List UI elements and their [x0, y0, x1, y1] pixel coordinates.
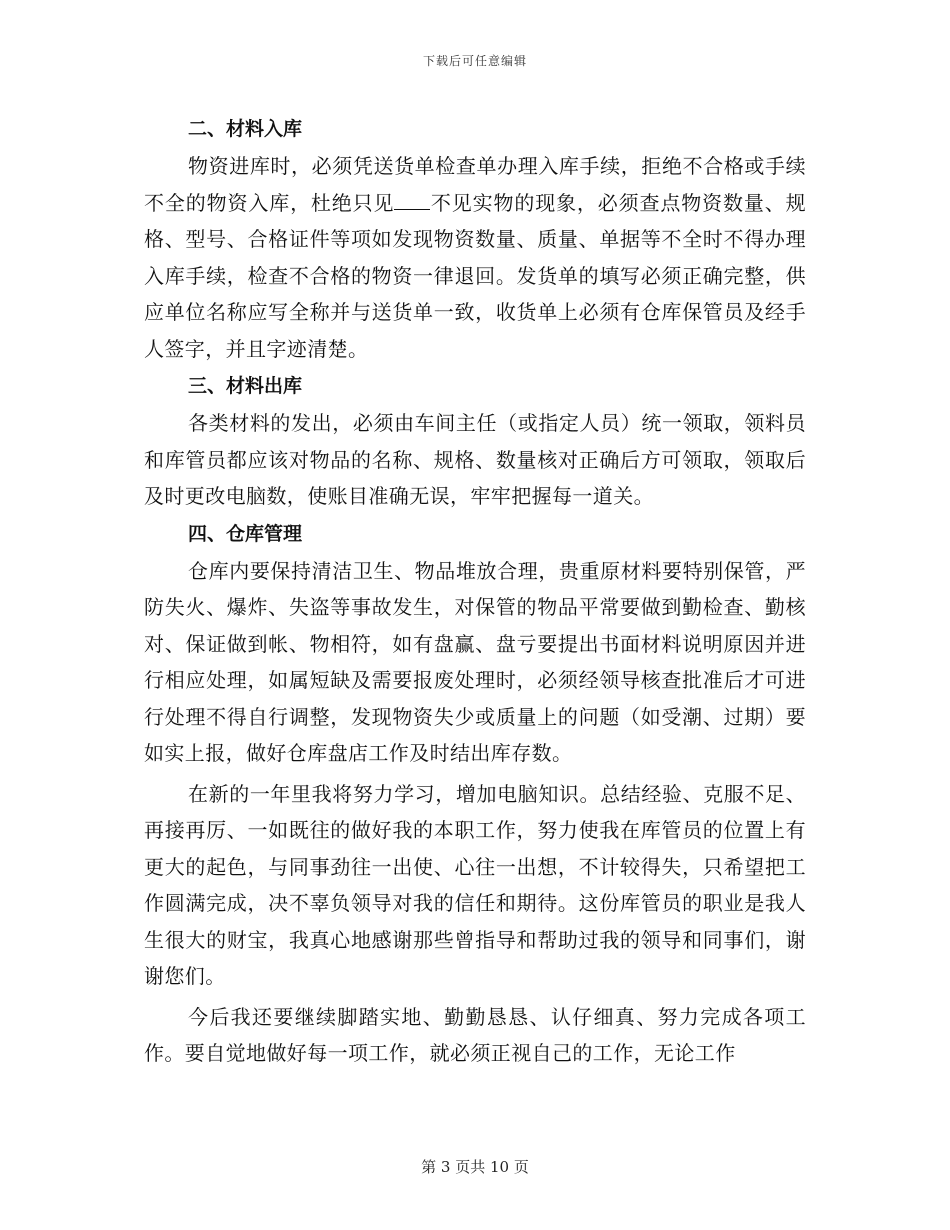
section-heading-material-outbound: 三、材料出库 [188, 375, 303, 397]
page-footer: 第 3 页共 10 页 [421, 1158, 529, 1176]
section-heading-warehouse-management: 四、仓库管理 [188, 522, 303, 545]
section-body-material-outbound: 各类材料的发出，必须由车间主任（或指定人员）统一领取，领料员和库管员都应该对物品的名称、规格、数量核对正确后方可领取，领取后及时更改电脑数，使账目准确无误，牢牢把握每一道关。 [144, 411, 806, 508]
page-header: 下载后可任意编辑 [422, 54, 527, 68]
fill-in-blank [394, 191, 430, 210]
continuing-paragraph: 今后我还要继续脚踏实地、勤勤恳恳、认仔细真、努力完成各项工作。要自觉地做好每一项工作，就必须正视自己的工作，无论工作 [144, 1004, 806, 1065]
closing-paragraph: 在新的一年里我将努力学习，增加电脑知识。总结经验、克服不足、再接再厉、一如既往的做好我的本职工作，努力使我在库管员的位置上有更大的起色，与同事劲往一出使、心往一出想，不计较得失，只希望把工作圆满完成，决不辜负领导对我的信任和期待。这份库管员的职业是我人生很大的财宝，我真心地感谢那些曾指导和帮助过我的领导和同事们，谢谢您们。 [144, 781, 806, 988]
document-body [144, 110, 806, 1072]
section-heading-material-inbound: 二、材料入库 [188, 118, 303, 140]
body-text-before-blank: 物资进库时，必须凭送货单检查单办理入库手续，拒绝不合格或手续不全的物资入库，杜绝只见 [144, 154, 806, 215]
section-body-material-inbound [144, 148, 806, 367]
body-text-after-blank: 不见实物的现象，必须查点物资数量、规格、型号、合格证件等项如发现物资数量、质量、单据等不全时不得办理入库手续，检查不合格的物资一律退回。发货单的填写必须正确完整，供应单位名称应写全称并与送货单一致，收货单上必须有仓库保管员及经手人签字，并且字迹清楚。 [144, 190, 806, 361]
section-body-warehouse-management: 仓库内要保持清洁卫生、物品堆放合理，贵重原材料要特别保管，严防失火、爆炸、失盗等事故发生，对保管的物品平常要做到勤检查、勤核对、保证做到帐、物相符，如有盘赢、盘亏要提出书面材料说明原因并进行相应处理，如属短缺及需要报废处理时，必须经领导核查批准后才可进行处理不得自行调整，发现物资失少或质量上的问题（如受潮、过期）要如实上报，做好仓库盘店工作及时结出库存数。 [144, 558, 806, 765]
